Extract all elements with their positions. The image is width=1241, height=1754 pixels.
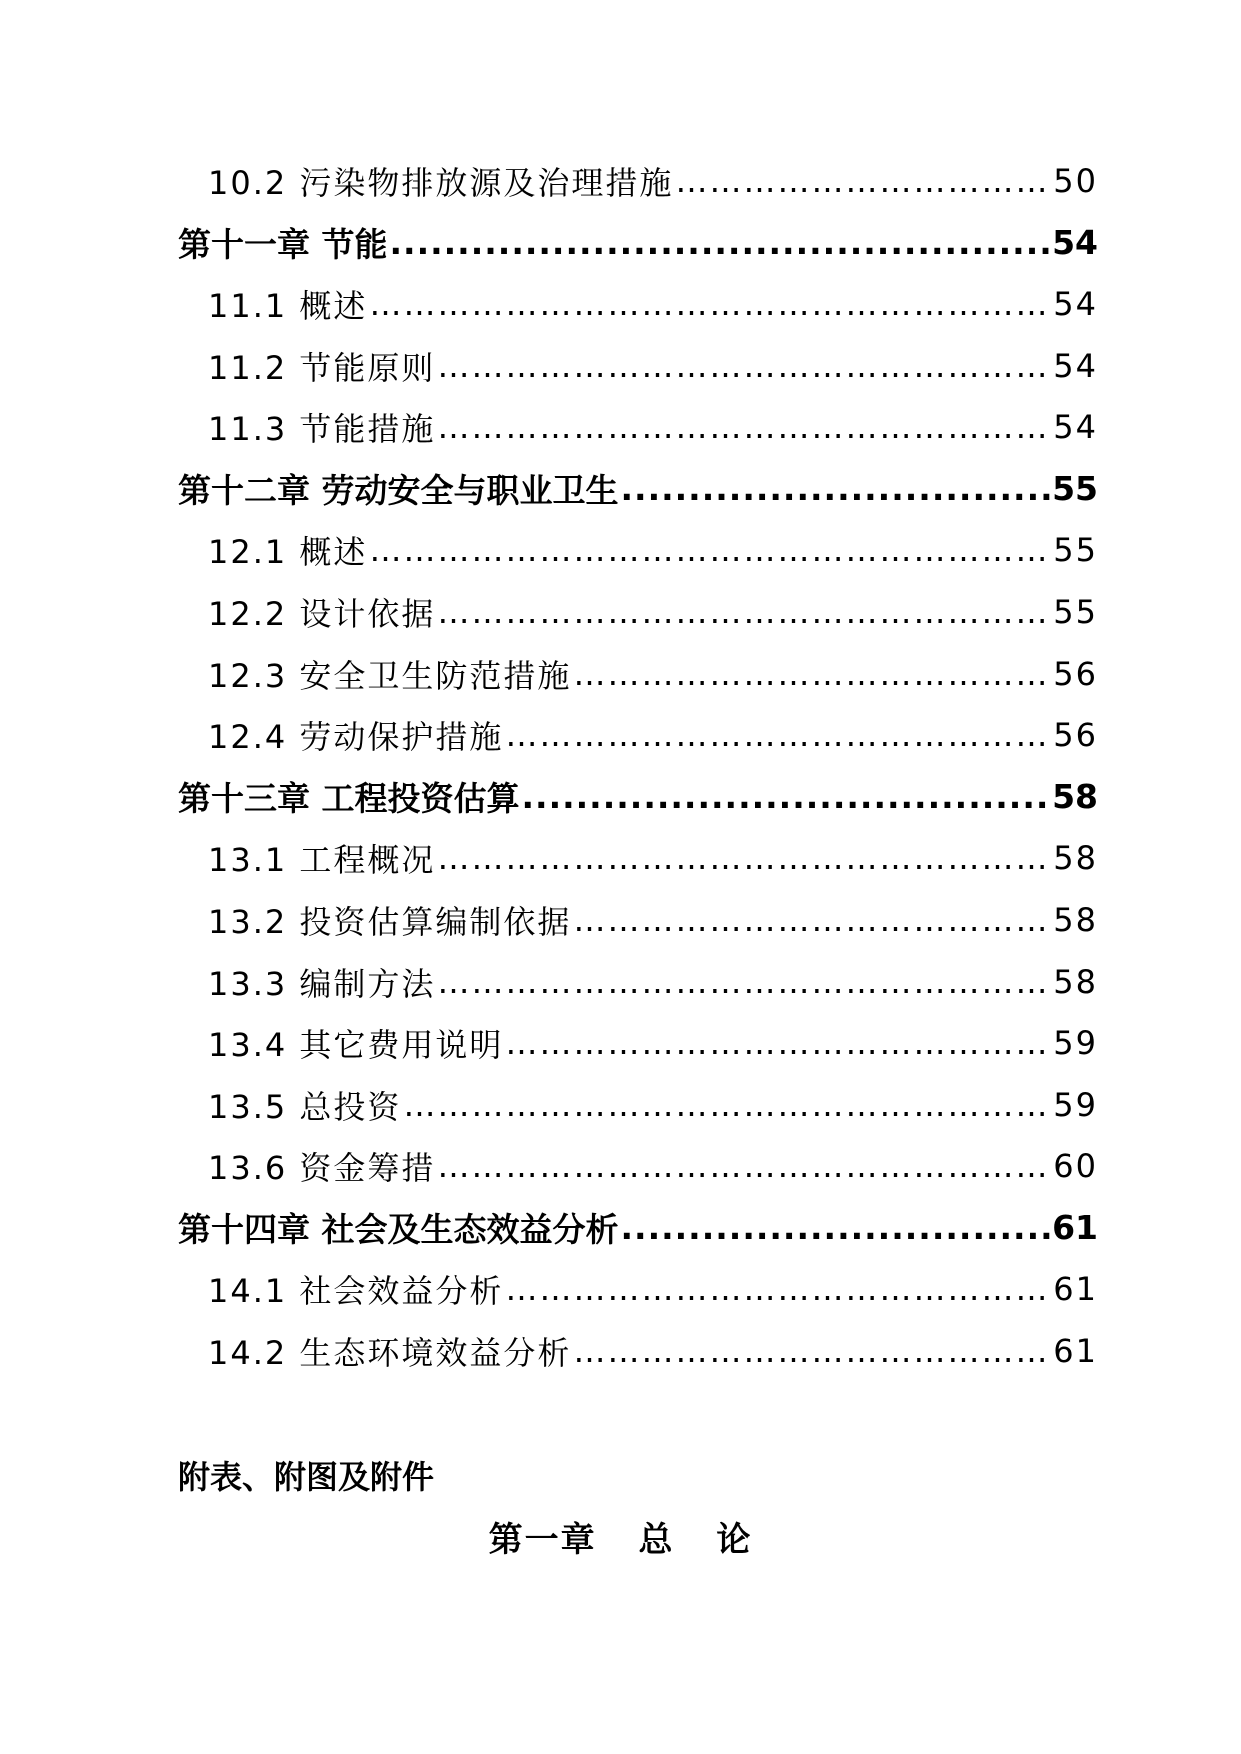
toc-entry-title: 11.2 节能原则	[208, 348, 436, 387]
table-of-contents	[178, 150, 1098, 1382]
toc-page-number: 54	[1052, 222, 1098, 262]
toc-entry-title: 10.2 污染物排放源及治理措施	[208, 163, 674, 202]
toc-section-entry[interactable]	[178, 581, 1098, 643]
toc-section-entry[interactable]	[178, 335, 1098, 397]
toc-entry-title: 12.1 概述	[208, 533, 368, 572]
toc-chapter-entry[interactable]	[178, 458, 1098, 520]
toc-entry-title: 12.3 安全卫生防范措施	[208, 656, 572, 695]
toc-section-entry[interactable]	[178, 889, 1098, 951]
toc-entry-title: 第十一章 节能	[178, 224, 388, 264]
toc-chapter-entry[interactable]	[178, 766, 1098, 828]
toc-entry-title: 13.4 其它费用说明	[208, 1026, 504, 1065]
toc-dot-leader	[573, 1332, 1051, 1370]
chapter-one-heading	[0, 1512, 1241, 1561]
toc-page-number: 59	[1053, 1024, 1098, 1063]
toc-page-number: 56	[1053, 716, 1098, 755]
toc-dot-leader	[437, 593, 1051, 631]
toc-section-entry[interactable]	[178, 396, 1098, 458]
toc-entry-title: 13.1 工程概况	[208, 841, 436, 880]
toc-dot-leader	[403, 1086, 1051, 1124]
toc-dot-leader	[675, 162, 1051, 200]
toc-section-entry[interactable]	[178, 273, 1098, 335]
chapter-number: 第一章	[488, 1520, 597, 1560]
toc-page-number: 59	[1053, 1085, 1098, 1124]
toc-page-number: 60	[1053, 1147, 1098, 1186]
toc-page-number: 58	[1052, 777, 1098, 817]
toc-chapter-entry[interactable]	[178, 1197, 1098, 1259]
toc-section-entry[interactable]	[178, 951, 1098, 1013]
toc-entry-title: 第十三章 工程投资估算	[178, 779, 520, 819]
toc-chapter-entry[interactable]	[178, 212, 1098, 274]
toc-page-number: 55	[1053, 592, 1098, 631]
toc-page-number: 55	[1053, 531, 1098, 570]
toc-entry-title: 14.2 生态环境效益分析	[208, 1334, 572, 1373]
toc-page-number: 58	[1053, 962, 1098, 1001]
toc-page-number: 58	[1053, 900, 1098, 939]
toc-page-number: 61	[1052, 1208, 1098, 1248]
toc-dot-leader	[369, 531, 1051, 569]
toc-section-entry[interactable]	[178, 1074, 1098, 1136]
chapter-title-char-2: 论	[716, 1520, 753, 1560]
appendix-heading: 附表、附图及附件	[178, 1458, 435, 1496]
toc-page-number: 56	[1053, 654, 1098, 693]
toc-dot-leader	[573, 655, 1051, 693]
toc-page-number: 61	[1053, 1270, 1098, 1309]
toc-entry-title: 13.6 资金筹措	[208, 1149, 436, 1188]
toc-dot-leader	[505, 716, 1051, 754]
toc-page-number: 54	[1053, 284, 1098, 323]
toc-dot-leader	[573, 901, 1051, 939]
toc-entry-title: 第十二章 劳动安全与职业卫生	[178, 471, 619, 511]
toc-page-number: 61	[1053, 1332, 1098, 1371]
toc-entry-title: 14.1 社会效益分析	[208, 1272, 504, 1311]
toc-entry-title: 第十四章 社会及生态效益分析	[178, 1210, 619, 1250]
toc-dot-leader	[437, 963, 1051, 1001]
toc-dot-leader	[621, 1208, 1051, 1247]
toc-entry-title: 11.3 节能措施	[208, 410, 436, 449]
toc-section-entry[interactable]	[178, 1136, 1098, 1198]
toc-dot-leader	[390, 223, 1051, 262]
toc-dot-leader	[437, 347, 1051, 385]
toc-dot-leader	[369, 285, 1051, 323]
toc-page-number: 54	[1053, 346, 1098, 385]
toc-section-entry[interactable]	[178, 1012, 1098, 1074]
toc-dot-leader	[505, 1024, 1051, 1062]
toc-section-entry[interactable]	[178, 520, 1098, 582]
toc-dot-leader	[437, 408, 1051, 446]
toc-page-number: 55	[1052, 469, 1098, 509]
toc-section-entry[interactable]	[178, 704, 1098, 766]
toc-dot-leader	[437, 1147, 1051, 1185]
toc-page-number: 58	[1053, 839, 1098, 878]
chapter-title-char-1: 总	[638, 1520, 675, 1560]
toc-entry-title: 12.2 设计依据	[208, 594, 436, 633]
toc-entry-title: 13.5 总投资	[208, 1087, 402, 1126]
toc-dot-leader	[505, 1270, 1051, 1308]
toc-section-entry[interactable]	[178, 1259, 1098, 1321]
toc-section-entry[interactable]	[178, 150, 1098, 212]
toc-section-entry[interactable]	[178, 643, 1098, 705]
toc-page-number: 50	[1053, 161, 1098, 200]
toc-entry-title: 12.4 劳动保护措施	[208, 718, 504, 757]
toc-entry-title: 13.2 投资估算编制依据	[208, 902, 572, 941]
toc-dot-leader	[437, 839, 1051, 877]
toc-entry-title: 11.1 概述	[208, 286, 368, 325]
toc-section-entry[interactable]	[178, 1320, 1098, 1382]
toc-dot-leader	[522, 777, 1051, 816]
toc-section-entry[interactable]	[178, 828, 1098, 890]
toc-entry-title: 13.3 编制方法	[208, 964, 436, 1003]
toc-dot-leader	[621, 469, 1051, 508]
toc-page-number: 54	[1053, 408, 1098, 447]
